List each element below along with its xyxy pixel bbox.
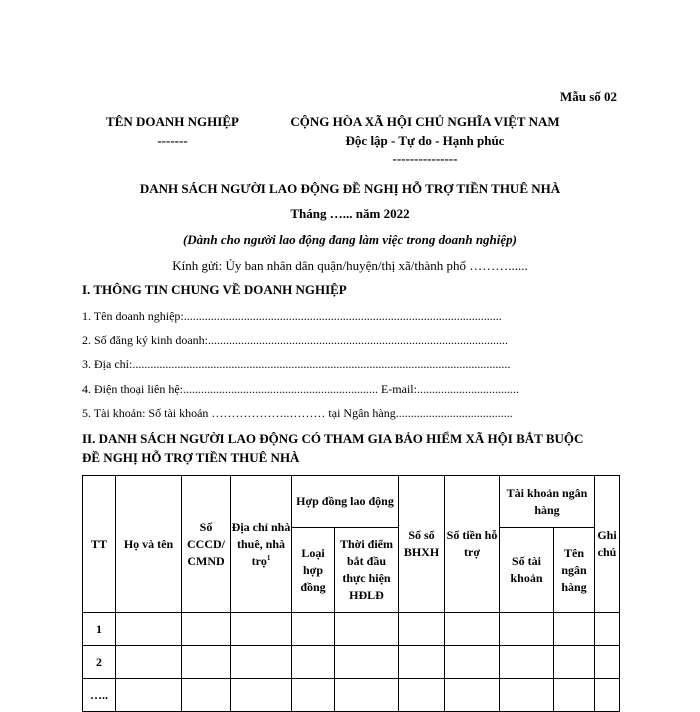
section2-heading-line2: ĐỀ NGHỊ HỖ TRỢ TIỀN THUÊ NHÀ	[82, 450, 300, 465]
header-tt: TT	[83, 476, 116, 613]
table-cell[interactable]	[292, 679, 335, 712]
table-cell[interactable]	[445, 613, 500, 646]
table-cell[interactable]	[595, 679, 620, 712]
header-account-number: Số tài khoản	[500, 528, 554, 613]
table-cell[interactable]	[182, 679, 231, 712]
table-cell[interactable]	[292, 646, 335, 679]
table-cell[interactable]	[399, 646, 445, 679]
header-id-number: Số CCCD/ CMND	[182, 476, 231, 613]
table-cell[interactable]	[116, 646, 182, 679]
field-business-registration: 2. Số đăng ký kinh doanh:....................................................................................................	[82, 333, 508, 347]
section2-heading-line1: II. DANH SÁCH NGƯỜI LAO ĐỘNG CÓ THAM GIA BẢO HIỂM XÃ HỘI BẮT BUỘC	[82, 431, 584, 446]
table-cell[interactable]	[116, 613, 182, 646]
table-cell[interactable]	[595, 646, 620, 679]
table-cell[interactable]	[554, 646, 595, 679]
table-cell[interactable]	[335, 646, 399, 679]
month-year-line: Tháng …... năm 2022	[290, 206, 410, 221]
table-cell[interactable]	[500, 613, 554, 646]
table-cell[interactable]	[595, 613, 620, 646]
header-contract-start: Thời điểm bắt đầu thực hiện HĐLĐ	[335, 528, 399, 613]
table-cell[interactable]	[399, 613, 445, 646]
footnote-marker: 1	[266, 553, 271, 562]
field-address: 3. Địa chỉ:..............................................................................................................................	[82, 357, 511, 371]
header-bank-name: Tên ngân hàng	[554, 528, 595, 613]
table-cell[interactable]	[116, 679, 182, 712]
table-cell[interactable]	[231, 679, 292, 712]
form-number: Mẫu số 02	[559, 89, 617, 104]
motto-dashes: ---------------	[392, 151, 458, 166]
document-subtitle: (Dành cho người lao động đang làm việc trong doanh nghiệp)	[182, 232, 518, 247]
field-phone-email: 4. Điện thoại liên hệ:................................................................. E-mail:..................................	[82, 382, 519, 396]
table-cell[interactable]	[445, 646, 500, 679]
table-cell[interactable]	[335, 613, 399, 646]
table-cell[interactable]	[182, 613, 231, 646]
field-company-name: 1. Tên doanh nghiệp:..........................................................................................................	[82, 309, 502, 323]
header-full-name: Họ và tên	[116, 476, 182, 613]
header-support-amount: Số tiền hỗ trợ	[445, 476, 500, 613]
table-cell[interactable]	[554, 613, 595, 646]
table-row	[83, 646, 620, 679]
table-cell[interactable]	[500, 679, 554, 712]
table-cell[interactable]	[182, 646, 231, 679]
table-cell[interactable]	[445, 679, 500, 712]
table-cell[interactable]	[554, 679, 595, 712]
document-title: DANH SÁCH NGƯỜI LAO ĐỘNG ĐỀ NGHỊ HỖ TRỢ TIỀN THUÊ NHÀ	[139, 181, 561, 196]
table-cell[interactable]	[335, 679, 399, 712]
header-rental-address	[231, 476, 292, 613]
country-name: CỘNG HÒA XÃ HỘI CHỦ NGHĨA VIỆT NAM	[290, 114, 560, 129]
table-cell[interactable]	[292, 613, 335, 646]
worker-list-table	[82, 475, 620, 712]
national-motto: Độc lập - Tự do - Hạnh phúc	[345, 133, 505, 148]
header-note: Ghi chú	[595, 476, 620, 613]
recipient-line: Kính gửi: Ủy ban nhân dân quận/huyện/thị xã/thành phố ………......	[172, 258, 528, 273]
table-cell[interactable]	[399, 679, 445, 712]
table-cell[interactable]	[231, 646, 292, 679]
header-rental-address-label: Địa chỉ nhà thuê, nhà trọ	[231, 519, 291, 568]
field-bank-account: 5. Tài khoản: Số tài khoản ………………..……… tại Ngân hàng.......................................	[82, 406, 513, 420]
header-contract-type: Loại hợp đồng	[292, 528, 335, 613]
row-number: …..	[83, 679, 116, 712]
table-cell[interactable]	[500, 646, 554, 679]
row-number: 2	[83, 646, 116, 679]
header-bhxh-number: Số sổ BHXH	[399, 476, 445, 613]
table-row	[83, 613, 620, 646]
section1-heading: I. THÔNG TIN CHUNG VỀ DOANH NGHIỆP	[82, 282, 347, 297]
row-number: 1	[83, 613, 116, 646]
header-contract-group: Hợp đồng lao động	[292, 476, 399, 528]
header-bank-account-group: Tài khoản ngân hàng	[500, 476, 595, 528]
table-row	[83, 679, 620, 712]
company-dashes: -------	[157, 133, 188, 148]
table-cell[interactable]	[231, 613, 292, 646]
company-name-placeholder: TÊN DOANH NGHIỆP	[106, 114, 239, 129]
